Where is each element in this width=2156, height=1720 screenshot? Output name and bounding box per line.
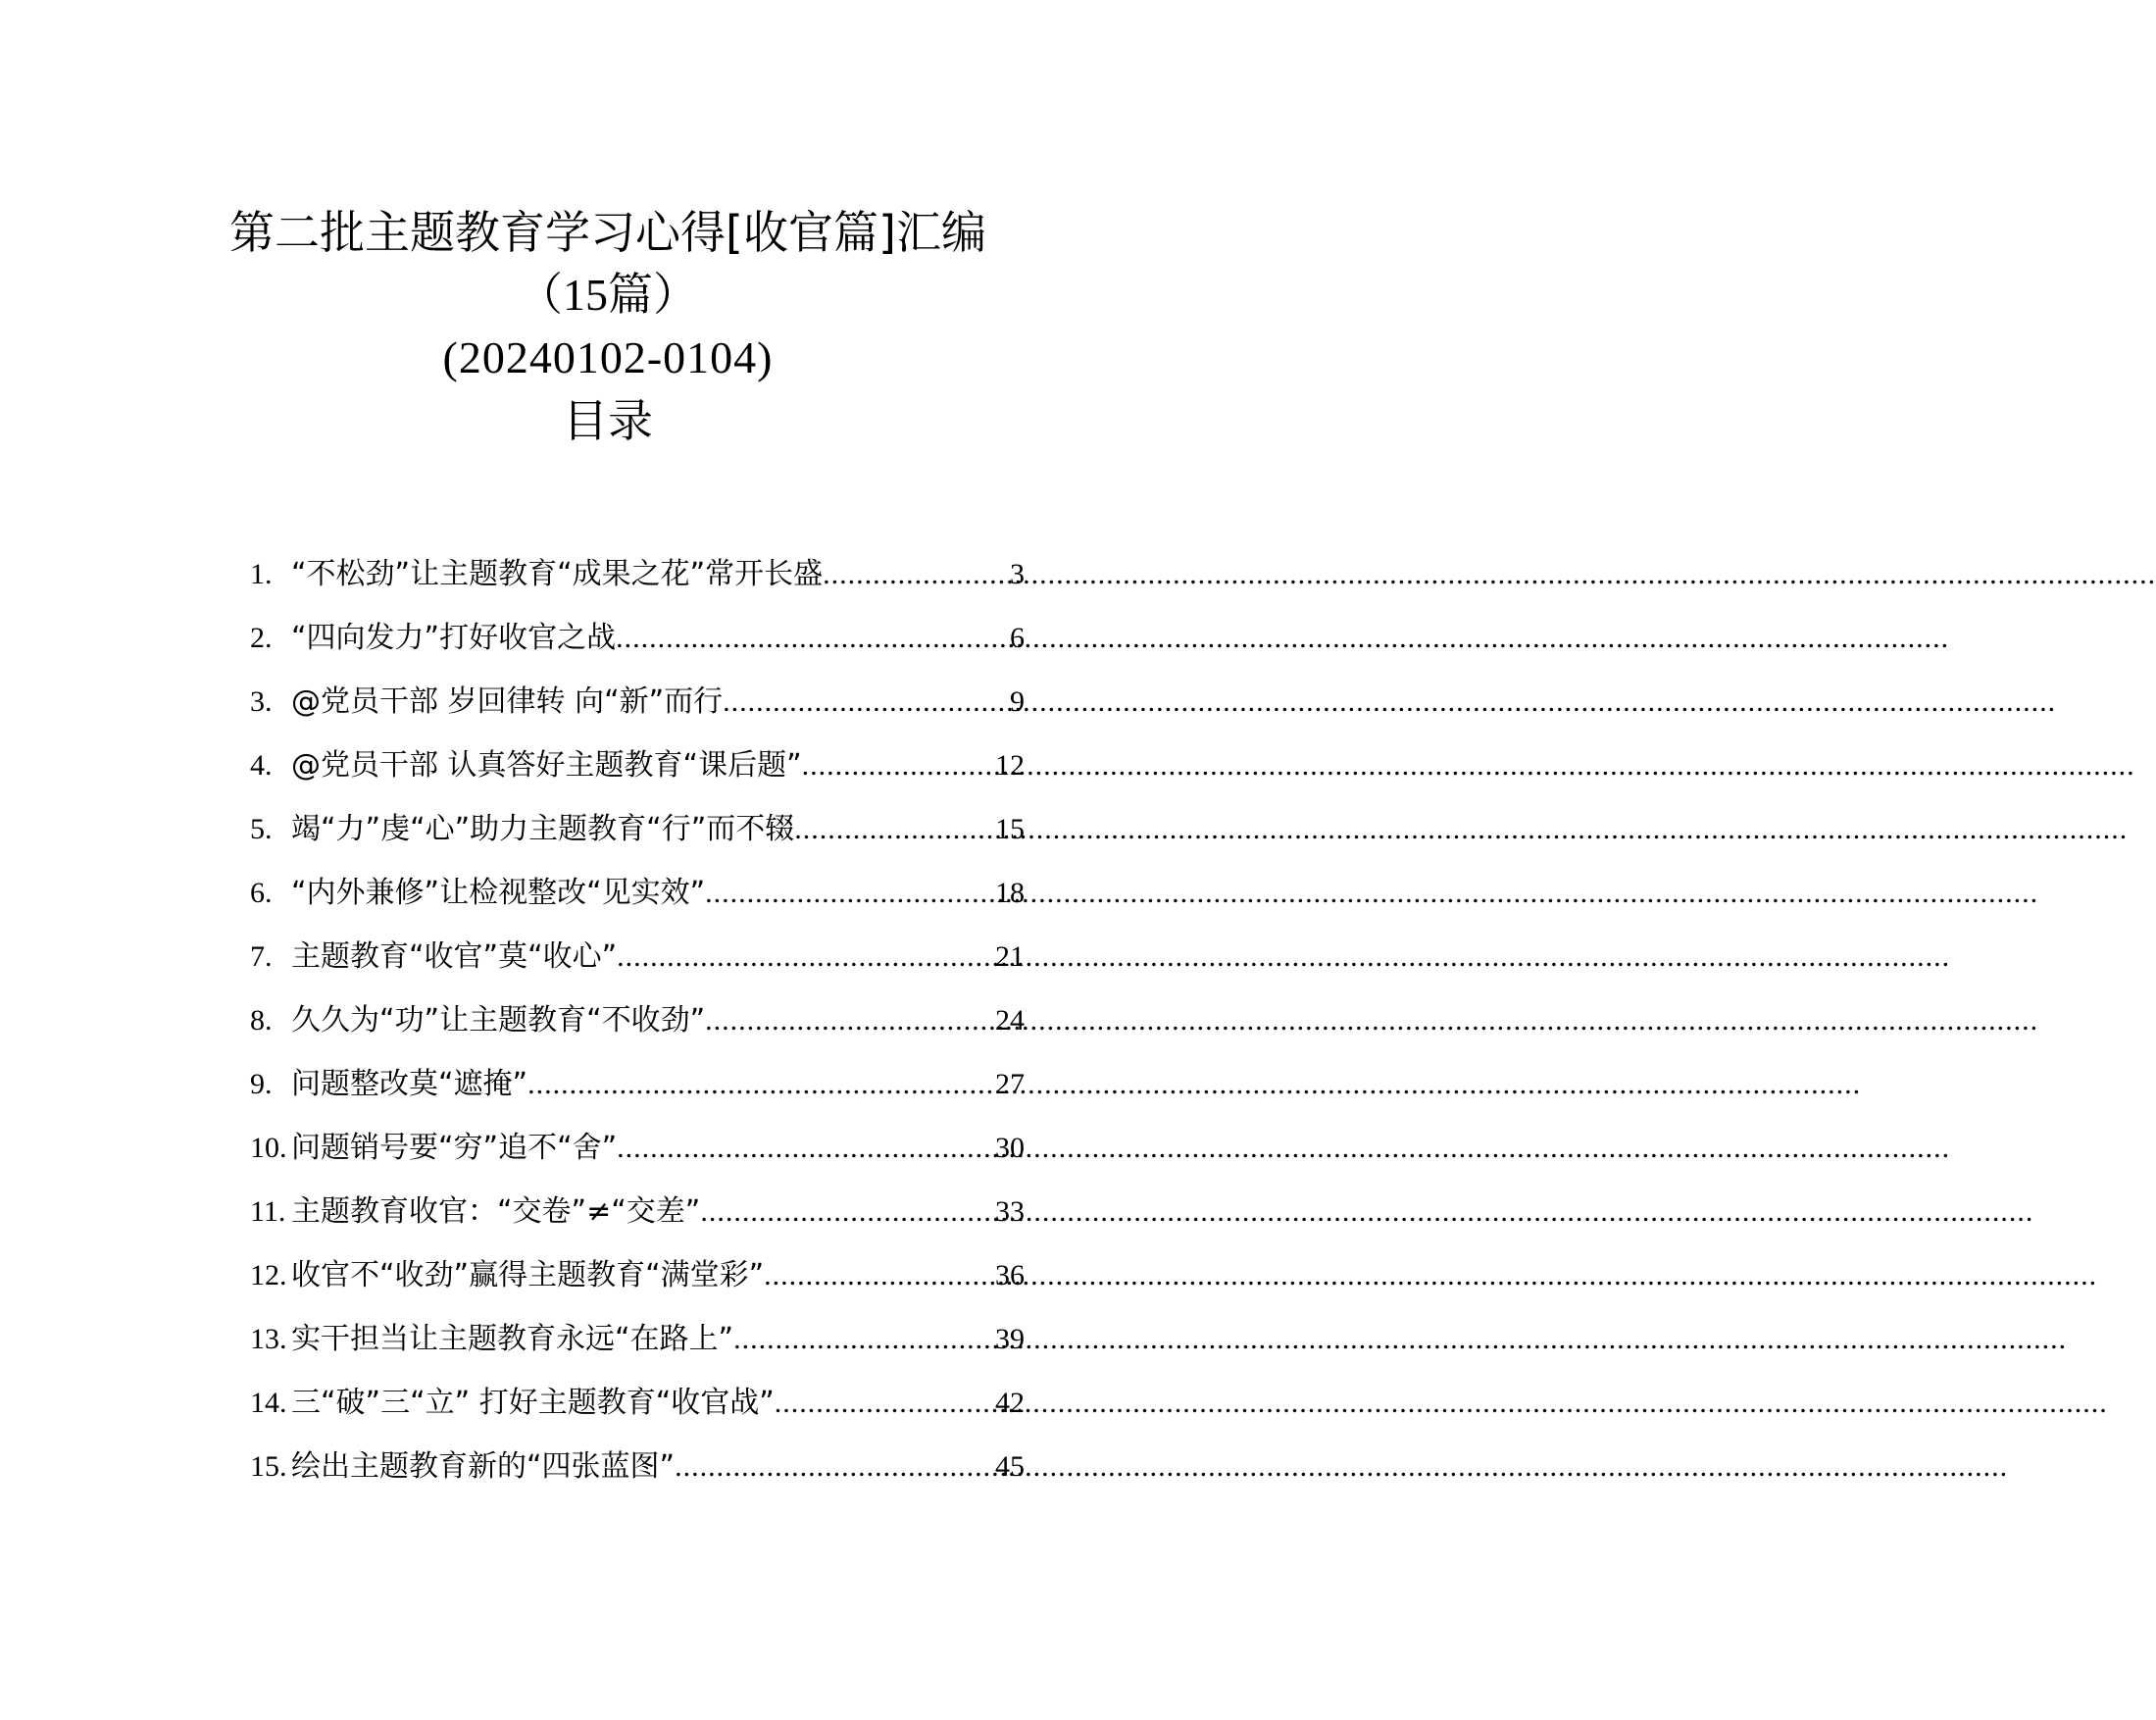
- document-title: 第二批主题教育学习心得[收官篇]汇编: [229, 206, 986, 259]
- toc-entry-number: 11.: [250, 1195, 286, 1228]
- document-date-range: (20240102-0104): [442, 332, 774, 382]
- toc-entry[interactable]: [250, 1243, 1025, 1307]
- toc-entry-page: 9: [1010, 685, 1025, 718]
- toc-entry[interactable]: [250, 1052, 1025, 1116]
- table-of-contents: [250, 542, 1025, 1498]
- toc-dot-leader: [700, 1180, 993, 1243]
- toc-dot-leader: [764, 1243, 993, 1307]
- toc-entry-number: 5.: [250, 813, 273, 845]
- toc-entry-page: 42: [995, 1387, 1025, 1419]
- toc-entry-number: 13.: [250, 1323, 287, 1355]
- toc-entry[interactable]: [250, 606, 1025, 670]
- toc-entry-number: 2.: [250, 622, 273, 654]
- document-count: （15篇）: [518, 270, 698, 320]
- toc-entry-number: 9.: [250, 1068, 273, 1100]
- toc-entry-number: 3.: [250, 685, 273, 718]
- toc-entry-title: 问题整改莫“遮掩”: [291, 1067, 528, 1101]
- toc-entry-number: 15.: [250, 1450, 287, 1483]
- toc-dot-leader: [527, 1052, 993, 1116]
- toc-entry-title: @党员干部 认真答好主题教育“课后题”: [291, 748, 802, 783]
- toc-entry-page: 12: [995, 749, 1025, 782]
- toc-dot-leader: [733, 1307, 993, 1371]
- toc-dot-leader: [617, 925, 993, 988]
- toc-entry-title: “四向发力”打好收官之战: [291, 621, 617, 655]
- toc-entry-number: 4.: [250, 749, 273, 782]
- toc-entry-title: 问题销号要“穷”追不“舍”: [291, 1131, 618, 1165]
- toc-entry-page: 36: [995, 1259, 1025, 1291]
- toc-dot-leader: [802, 734, 993, 797]
- toc-dot-leader: [617, 1116, 993, 1180]
- toc-entry-page: 15: [995, 813, 1025, 845]
- toc-entry-title: 三“破”三“立” 打好主题教育“收官战”: [291, 1386, 775, 1420]
- toc-entry-page: 39: [995, 1323, 1025, 1355]
- toc-entry-page: 21: [995, 940, 1025, 973]
- toc-entry-page: 18: [995, 877, 1025, 909]
- toc-entry-title: “内外兼修”让检视整改“见实效”: [291, 876, 706, 910]
- toc-entry[interactable]: [250, 797, 1025, 861]
- toc-entry-page: 3: [1010, 558, 1025, 590]
- toc-entry-number: 10.: [250, 1132, 287, 1164]
- toc-entry[interactable]: [250, 670, 1025, 734]
- toc-entry[interactable]: [250, 1180, 1025, 1243]
- toc-entry-number: 1.: [250, 558, 273, 590]
- toc-dot-leader: [775, 1371, 993, 1435]
- toc-dot-leader: [705, 988, 993, 1052]
- toc-entry-page: 27: [995, 1068, 1025, 1100]
- toc-entry[interactable]: [250, 1307, 1025, 1371]
- toc-entry[interactable]: [250, 542, 1025, 606]
- toc-entry-title: 竭“力”虔“心”助力主题教育“行”而不辍: [291, 812, 795, 846]
- toc-entry[interactable]: [250, 1371, 1025, 1435]
- toc-entry[interactable]: [250, 1435, 1025, 1498]
- toc-entry-title: 主题教育“收官”莫“收心”: [291, 939, 618, 974]
- toc-entry-title: 绘出主题教育新的“四张蓝图”: [291, 1449, 676, 1484]
- toc-entry[interactable]: [250, 1116, 1025, 1180]
- toc-entry-page: 45: [995, 1450, 1025, 1483]
- title-block: [0, 201, 1216, 452]
- toc-entry-title: 主题教育收官：“交卷”≠“交差”: [291, 1194, 701, 1229]
- toc-entry-title: @党员干部 岁回律转 向“新”而行: [291, 684, 724, 719]
- toc-entry-page: 24: [995, 1004, 1025, 1037]
- toc-entry-number: 6.: [250, 877, 273, 909]
- toc-dot-leader: [675, 1435, 993, 1498]
- toc-dot-leader: [705, 861, 993, 925]
- toc-dot-leader: [723, 670, 1008, 734]
- toc-entry[interactable]: [250, 861, 1025, 925]
- toc-entry-title: “不松劲”让主题教育“成果之花”常开长盛: [291, 557, 824, 591]
- toc-entry-number: 7.: [250, 940, 273, 973]
- toc-dot-leader: [823, 542, 1008, 606]
- toc-heading: 目录: [563, 394, 653, 447]
- toc-entry[interactable]: [250, 925, 1025, 988]
- toc-entry-number: 12.: [250, 1259, 287, 1291]
- toc-dot-leader: [616, 606, 1008, 670]
- toc-entry-number: 8.: [250, 1004, 273, 1037]
- toc-entry-page: 33: [995, 1195, 1025, 1228]
- toc-entry[interactable]: [250, 734, 1025, 797]
- toc-entry-page: 6: [1010, 622, 1025, 654]
- toc-entry-title: 收官不“收劲”赢得主题教育“满堂彩”: [291, 1258, 765, 1292]
- toc-entry-number: 14.: [250, 1387, 287, 1419]
- toc-entry-page: 30: [995, 1132, 1025, 1164]
- toc-dot-leader: [794, 797, 993, 861]
- toc-entry-title: 实干担当让主题教育永远“在路上”: [291, 1322, 734, 1356]
- toc-entry[interactable]: [250, 988, 1025, 1052]
- toc-entry-title: 久久为“功”让主题教育“不收劲”: [291, 1003, 706, 1037]
